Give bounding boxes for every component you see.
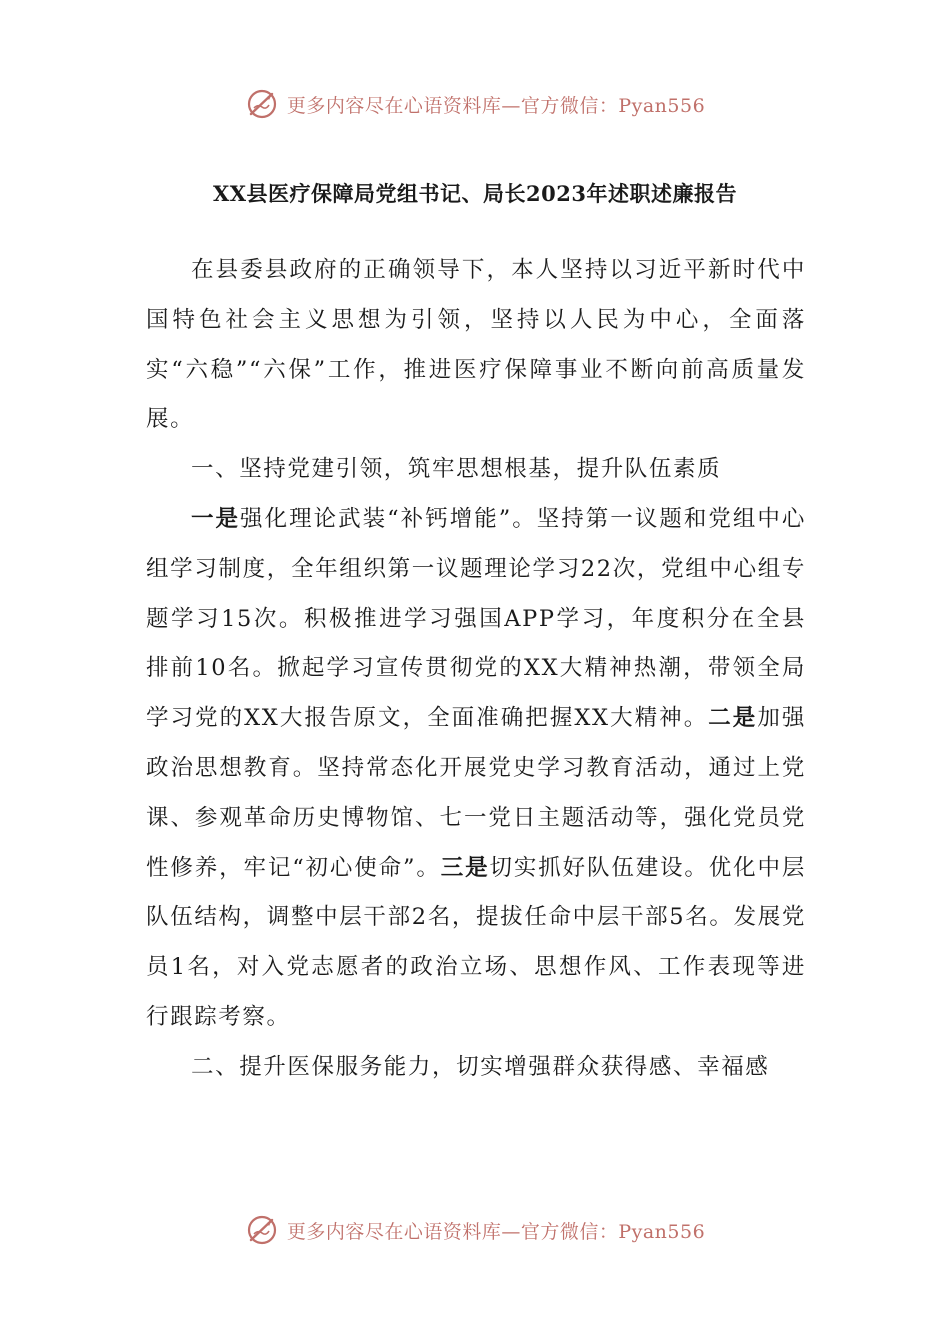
- item-2-text: 加强政治思想教育。坚持常态化开展党史学习教育活动，通过上党课、参观革命历史博物馆、七一党日主题活动等，强化党员党性修养，牢记“初心使命”。: [146, 705, 806, 881]
- intro-paragraph: 在县委县政府的正确领导下，本人坚持以习近平新时代中国特色社会主义思想为引领，坚持以人民为中心，全面落实“六稳”“六保”工作，推进医疗保障事业不断向前高质量发展。: [146, 257, 806, 433]
- section-1-content: [146, 495, 806, 1043]
- item-1-text: 强化理论武装“补钙增能”。坚持第一议题和党组中心组学习制度，全年组织第一议题理论学习22次，党组中心组专题学习15次。积极推进学习强国APP学习，年度积分在全县排前10名。掀起学习宣传贯彻党的XX大精神热潮，带领全局学习党的XX大报告原文，全面准确把握XX大精神。: [146, 505, 807, 732]
- document-title: XX县医疗保障局党组书记、局长2023年述职述廉报告: [212, 181, 738, 206]
- pen-logo-icon: [245, 1213, 279, 1247]
- section-2-heading: 二、提升医保服务能力，切实增强群众获得感、幸福感: [191, 1053, 770, 1080]
- watermark-text: 更多内容尽在心语资料库—官方微信：Pyan556: [286, 94, 706, 117]
- document-body: [146, 246, 806, 1093]
- item-3-text: 切实抓好队伍建设。优化中层队伍结构，调整中层干部2名，提拔任命中层干部5名。发展党员1名，对入党志愿者的政治立场、思想作风、工作表现等进行跟踪考察。: [146, 854, 806, 1030]
- section-1-heading: 一、坚持党建引领，筑牢思想根基，提升队伍素质: [191, 456, 722, 483]
- watermark-banner-top: [0, 84, 950, 124]
- watermark-text: 更多内容尽在心语资料库—官方微信：Pyan556: [286, 1220, 706, 1243]
- pen-logo-icon: [245, 87, 279, 121]
- item-2-lead: 二是: [708, 705, 758, 732]
- item-3-lead: 三是: [440, 854, 490, 881]
- item-1-lead: 一是: [191, 505, 241, 532]
- watermark-banner-bottom: [0, 1210, 950, 1250]
